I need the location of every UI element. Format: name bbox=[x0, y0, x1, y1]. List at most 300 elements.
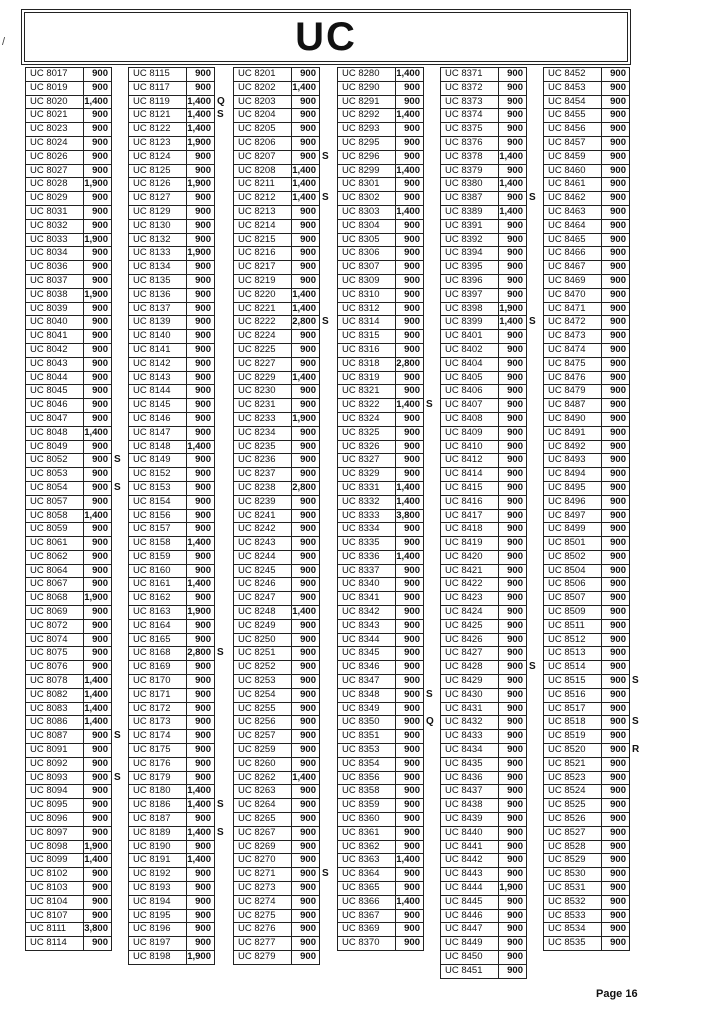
item-price: 900 bbox=[498, 895, 527, 910]
item-price: 900 bbox=[83, 343, 112, 358]
item-price: 900 bbox=[83, 357, 112, 372]
item-price: 900 bbox=[395, 688, 424, 703]
item-price: 900 bbox=[395, 826, 424, 841]
item-code: UC 8433 bbox=[440, 729, 499, 744]
item-code: UC 8176 bbox=[128, 757, 187, 772]
item-price: 900 bbox=[291, 246, 320, 261]
item-code: UC 8358 bbox=[337, 784, 396, 799]
item-price: 900 bbox=[291, 343, 320, 358]
item-code: UC 8452 bbox=[543, 67, 602, 82]
item-price: 900 bbox=[395, 81, 424, 96]
item-code: UC 8371 bbox=[440, 67, 499, 82]
item-flag: R bbox=[632, 744, 640, 756]
item-price: 3,800 bbox=[83, 922, 112, 937]
item-price: 900 bbox=[83, 867, 112, 882]
item-price: 900 bbox=[291, 619, 320, 634]
item-price: 900 bbox=[186, 743, 215, 758]
item-price: 1,400 bbox=[186, 798, 215, 813]
item-price: 900 bbox=[186, 660, 215, 675]
item-code: UC 8532 bbox=[543, 895, 602, 910]
item-code: UC 8238 bbox=[233, 481, 292, 496]
item-code: UC 8492 bbox=[543, 440, 602, 455]
item-price: 900 bbox=[395, 453, 424, 468]
item-code: UC 8074 bbox=[25, 633, 84, 648]
item-code: UC 8170 bbox=[128, 674, 187, 689]
item-price: 900 bbox=[186, 591, 215, 606]
item-code: UC 8215 bbox=[233, 233, 292, 248]
item-price: 900 bbox=[83, 205, 112, 220]
item-price: 900 bbox=[186, 67, 215, 82]
item-price: 900 bbox=[395, 812, 424, 827]
item-code: UC 8509 bbox=[543, 605, 602, 620]
item-code: UC 8442 bbox=[440, 853, 499, 868]
item-price: 900 bbox=[186, 564, 215, 579]
item-code: UC 8254 bbox=[233, 688, 292, 703]
item-price: 900 bbox=[395, 260, 424, 275]
item-code: UC 8363 bbox=[337, 853, 396, 868]
item-code: UC 8130 bbox=[128, 219, 187, 234]
item-price: 900 bbox=[498, 715, 527, 730]
item-price: 900 bbox=[498, 274, 527, 289]
item-code: UC 8513 bbox=[543, 646, 602, 661]
item-price: 900 bbox=[291, 398, 320, 413]
item-code: UC 8087 bbox=[25, 729, 84, 744]
item-price: 900 bbox=[395, 95, 424, 110]
item-code: UC 8028 bbox=[25, 177, 84, 192]
item-code: UC 8031 bbox=[25, 205, 84, 220]
item-price: 900 bbox=[498, 867, 527, 882]
item-price: 900 bbox=[291, 453, 320, 468]
item-price: 900 bbox=[395, 122, 424, 137]
item-code: UC 8325 bbox=[337, 426, 396, 441]
item-price: 900 bbox=[395, 274, 424, 289]
item-code: UC 8499 bbox=[543, 522, 602, 537]
item-price: 900 bbox=[291, 674, 320, 689]
item-code: UC 8378 bbox=[440, 150, 499, 165]
item-code: UC 8114 bbox=[25, 936, 84, 951]
item-price: 900 bbox=[601, 743, 630, 758]
item-code: UC 8245 bbox=[233, 564, 292, 579]
item-code: UC 8451 bbox=[440, 964, 499, 979]
item-price: 1,400 bbox=[83, 95, 112, 110]
item-price: 1,400 bbox=[395, 67, 424, 82]
item-price: 900 bbox=[83, 302, 112, 317]
item-code: UC 8029 bbox=[25, 191, 84, 206]
item-price: 900 bbox=[83, 812, 112, 827]
item-code: UC 8253 bbox=[233, 674, 292, 689]
item-price: 900 bbox=[498, 81, 527, 96]
item-code: UC 8142 bbox=[128, 357, 187, 372]
item-price: 900 bbox=[498, 743, 527, 758]
item-price: 900 bbox=[601, 536, 630, 551]
item-code: UC 8366 bbox=[337, 895, 396, 910]
item-price: 900 bbox=[395, 633, 424, 648]
item-price: 900 bbox=[601, 867, 630, 882]
item-price: 1,900 bbox=[186, 177, 215, 192]
item-code: UC 8068 bbox=[25, 591, 84, 606]
item-price: 900 bbox=[601, 922, 630, 937]
item-price: 900 bbox=[395, 798, 424, 813]
item-price: 900 bbox=[498, 246, 527, 261]
item-code: UC 8205 bbox=[233, 122, 292, 137]
item-price: 1,400 bbox=[83, 674, 112, 689]
item-code: UC 8426 bbox=[440, 633, 499, 648]
item-code: UC 8091 bbox=[25, 743, 84, 758]
item-code: UC 8222 bbox=[233, 315, 292, 330]
item-price: 900 bbox=[83, 881, 112, 896]
item-code: UC 8235 bbox=[233, 440, 292, 455]
item-code: UC 8408 bbox=[440, 412, 499, 427]
item-price: 900 bbox=[601, 577, 630, 592]
item-code: UC 8102 bbox=[25, 867, 84, 882]
item-price: 1,400 bbox=[83, 688, 112, 703]
item-price: 1,900 bbox=[83, 177, 112, 192]
item-price: 1,900 bbox=[186, 246, 215, 261]
item-price: 900 bbox=[601, 426, 630, 441]
item-price: 900 bbox=[83, 67, 112, 82]
item-price: 900 bbox=[83, 605, 112, 620]
item-code: UC 8347 bbox=[337, 674, 396, 689]
item-price: 900 bbox=[291, 67, 320, 82]
item-price: 900 bbox=[601, 371, 630, 386]
item-price: 1,400 bbox=[186, 577, 215, 592]
item-code: UC 8332 bbox=[337, 495, 396, 510]
item-flag: S bbox=[114, 454, 121, 466]
item-code: UC 8494 bbox=[543, 467, 602, 482]
item-code: UC 8528 bbox=[543, 840, 602, 855]
item-code: UC 8424 bbox=[440, 605, 499, 620]
item-code: UC 8236 bbox=[233, 453, 292, 468]
item-code: UC 8511 bbox=[543, 619, 602, 634]
item-code: UC 8257 bbox=[233, 729, 292, 744]
item-price: 900 bbox=[291, 274, 320, 289]
item-code: UC 8098 bbox=[25, 840, 84, 855]
item-price: 900 bbox=[186, 812, 215, 827]
item-price: 900 bbox=[186, 219, 215, 234]
item-price: 1,400 bbox=[83, 702, 112, 717]
item-price: 900 bbox=[291, 150, 320, 165]
item-price: 900 bbox=[498, 343, 527, 358]
item-price: 900 bbox=[601, 412, 630, 427]
item-price: 900 bbox=[498, 564, 527, 579]
item-price: 900 bbox=[291, 591, 320, 606]
item-code: UC 8379 bbox=[440, 164, 499, 179]
item-price: 900 bbox=[498, 481, 527, 496]
item-price: 900 bbox=[498, 260, 527, 275]
item-price: 900 bbox=[186, 757, 215, 772]
item-price: 900 bbox=[498, 784, 527, 799]
item-price: 900 bbox=[186, 453, 215, 468]
item-price: 900 bbox=[186, 729, 215, 744]
item-flag: S bbox=[114, 730, 121, 742]
item-code: UC 8425 bbox=[440, 619, 499, 634]
item-code: UC 8168 bbox=[128, 646, 187, 661]
item-price: 900 bbox=[291, 426, 320, 441]
item-price: 900 bbox=[498, 771, 527, 786]
item-price: 900 bbox=[498, 329, 527, 344]
item-price: 900 bbox=[186, 895, 215, 910]
item-price: 900 bbox=[395, 522, 424, 537]
item-code: UC 8134 bbox=[128, 260, 187, 275]
item-price: 900 bbox=[601, 895, 630, 910]
item-price: 900 bbox=[601, 771, 630, 786]
item-code: UC 8435 bbox=[440, 757, 499, 772]
item-code: UC 8533 bbox=[543, 909, 602, 924]
item-code: UC 8165 bbox=[128, 633, 187, 648]
item-price: 900 bbox=[186, 164, 215, 179]
item-code: UC 8319 bbox=[337, 371, 396, 386]
item-price: 900 bbox=[601, 646, 630, 661]
item-code: UC 8438 bbox=[440, 798, 499, 813]
item-price: 900 bbox=[601, 219, 630, 234]
item-price: 900 bbox=[498, 936, 527, 951]
item-price: 900 bbox=[291, 260, 320, 275]
item-code: UC 8439 bbox=[440, 812, 499, 827]
item-price: 900 bbox=[601, 67, 630, 82]
item-code: UC 8303 bbox=[337, 205, 396, 220]
item-code: UC 8519 bbox=[543, 729, 602, 744]
item-price: 900 bbox=[186, 412, 215, 427]
item-price: 900 bbox=[395, 922, 424, 937]
item-price: 900 bbox=[291, 205, 320, 220]
item-code: UC 8032 bbox=[25, 219, 84, 234]
item-code: UC 8255 bbox=[233, 702, 292, 717]
item-code: UC 8156 bbox=[128, 509, 187, 524]
item-price: 900 bbox=[186, 384, 215, 399]
item-code: UC 8191 bbox=[128, 853, 187, 868]
item-price: 900 bbox=[291, 853, 320, 868]
item-code: UC 8083 bbox=[25, 702, 84, 717]
item-price: 1,400 bbox=[395, 205, 424, 220]
item-price: 1,400 bbox=[498, 150, 527, 165]
item-flag: S bbox=[114, 771, 121, 783]
item-code: UC 8290 bbox=[337, 81, 396, 96]
item-code: UC 8406 bbox=[440, 384, 499, 399]
item-price: 1,400 bbox=[291, 191, 320, 206]
item-price: 900 bbox=[186, 909, 215, 924]
item-code: UC 8373 bbox=[440, 95, 499, 110]
item-code: UC 8337 bbox=[337, 564, 396, 579]
item-code: UC 8392 bbox=[440, 233, 499, 248]
item-price: 900 bbox=[291, 219, 320, 234]
item-price: 900 bbox=[291, 357, 320, 372]
item-code: UC 8263 bbox=[233, 784, 292, 799]
item-price: 900 bbox=[83, 453, 112, 468]
item-price: 900 bbox=[83, 936, 112, 951]
item-code: UC 8019 bbox=[25, 81, 84, 96]
item-price: 900 bbox=[186, 150, 215, 165]
item-price: 900 bbox=[291, 95, 320, 110]
item-code: UC 8441 bbox=[440, 840, 499, 855]
item-code: UC 8473 bbox=[543, 329, 602, 344]
item-price: 900 bbox=[83, 798, 112, 813]
item-code: UC 8152 bbox=[128, 467, 187, 482]
item-code: UC 8474 bbox=[543, 343, 602, 358]
item-code: UC 8075 bbox=[25, 646, 84, 661]
item-price: 900 bbox=[601, 164, 630, 179]
item-price: 900 bbox=[291, 909, 320, 924]
item-price: 900 bbox=[395, 288, 424, 303]
item-code: UC 8367 bbox=[337, 909, 396, 924]
item-code: UC 8309 bbox=[337, 274, 396, 289]
item-code: UC 8203 bbox=[233, 95, 292, 110]
item-code: UC 8140 bbox=[128, 329, 187, 344]
item-code: UC 8356 bbox=[337, 771, 396, 786]
item-code: UC 8491 bbox=[543, 426, 602, 441]
item-code: UC 8345 bbox=[337, 646, 396, 661]
item-price: 1,400 bbox=[186, 108, 215, 123]
item-code: UC 8370 bbox=[337, 936, 396, 951]
item-price: 900 bbox=[498, 357, 527, 372]
item-price: 900 bbox=[395, 881, 424, 896]
item-code: UC 8135 bbox=[128, 274, 187, 289]
item-code: UC 8123 bbox=[128, 136, 187, 151]
item-code: UC 8372 bbox=[440, 81, 499, 96]
item-code: UC 8495 bbox=[543, 481, 602, 496]
item-code: UC 8360 bbox=[337, 812, 396, 827]
item-price: 900 bbox=[186, 302, 215, 317]
item-price: 900 bbox=[498, 688, 527, 703]
item-code: UC 8243 bbox=[233, 536, 292, 551]
item-code: UC 8419 bbox=[440, 536, 499, 551]
item-price: 900 bbox=[395, 467, 424, 482]
item-price: 900 bbox=[395, 619, 424, 634]
item-price: 900 bbox=[83, 274, 112, 289]
item-code: UC 8173 bbox=[128, 715, 187, 730]
item-code: UC 8157 bbox=[128, 522, 187, 537]
item-code: UC 8172 bbox=[128, 702, 187, 717]
item-code: UC 8472 bbox=[543, 315, 602, 330]
item-code: UC 8059 bbox=[25, 522, 84, 537]
item-code: UC 8270 bbox=[233, 853, 292, 868]
item-price: 900 bbox=[395, 729, 424, 744]
item-code: UC 8269 bbox=[233, 840, 292, 855]
item-code: UC 8416 bbox=[440, 495, 499, 510]
item-price: 900 bbox=[291, 936, 320, 951]
item-code: UC 8348 bbox=[337, 688, 396, 703]
item-price: 900 bbox=[601, 784, 630, 799]
item-code: UC 8043 bbox=[25, 357, 84, 372]
item-price: 900 bbox=[186, 343, 215, 358]
item-code: UC 8432 bbox=[440, 715, 499, 730]
item-price: 900 bbox=[601, 122, 630, 137]
item-price: 900 bbox=[83, 564, 112, 579]
item-price: 900 bbox=[601, 564, 630, 579]
item-price: 900 bbox=[601, 840, 630, 855]
item-price: 1,400 bbox=[83, 853, 112, 868]
item-price: 900 bbox=[186, 674, 215, 689]
item-flag: S bbox=[632, 675, 639, 687]
item-price: 900 bbox=[601, 729, 630, 744]
item-price: 900 bbox=[83, 440, 112, 455]
item-price: 900 bbox=[291, 840, 320, 855]
item-code: UC 8401 bbox=[440, 329, 499, 344]
item-code: UC 8241 bbox=[233, 509, 292, 524]
item-code: UC 8463 bbox=[543, 205, 602, 220]
item-code: UC 8219 bbox=[233, 274, 292, 289]
item-price: 900 bbox=[291, 495, 320, 510]
item-price: 900 bbox=[83, 150, 112, 165]
item-price: 900 bbox=[498, 108, 527, 123]
item-code: UC 8341 bbox=[337, 591, 396, 606]
item-price: 900 bbox=[498, 798, 527, 813]
item-code: UC 8274 bbox=[233, 895, 292, 910]
item-price: 900 bbox=[498, 853, 527, 868]
item-price: 900 bbox=[186, 288, 215, 303]
item-code: UC 8434 bbox=[440, 743, 499, 758]
item-code: UC 8095 bbox=[25, 798, 84, 813]
item-price: 900 bbox=[601, 260, 630, 275]
item-price: 900 bbox=[601, 357, 630, 372]
item-price: 900 bbox=[186, 495, 215, 510]
item-code: UC 8291 bbox=[337, 95, 396, 110]
item-price: 900 bbox=[498, 550, 527, 565]
item-code: UC 8033 bbox=[25, 233, 84, 248]
item-code: UC 8264 bbox=[233, 798, 292, 813]
item-code: UC 8143 bbox=[128, 371, 187, 386]
item-price: 900 bbox=[291, 826, 320, 841]
item-price: 1,400 bbox=[186, 784, 215, 799]
item-price: 900 bbox=[498, 660, 527, 675]
item-price: 900 bbox=[186, 274, 215, 289]
item-code: UC 8527 bbox=[543, 826, 602, 841]
item-price: 900 bbox=[395, 936, 424, 951]
item-code: UC 8139 bbox=[128, 315, 187, 330]
item-code: UC 8436 bbox=[440, 771, 499, 786]
item-price: 900 bbox=[498, 384, 527, 399]
item-code: UC 8501 bbox=[543, 536, 602, 551]
item-code: UC 8192 bbox=[128, 867, 187, 882]
item-code: UC 8057 bbox=[25, 495, 84, 510]
item-code: UC 8380 bbox=[440, 177, 499, 192]
item-price: 900 bbox=[601, 605, 630, 620]
item-price: 900 bbox=[83, 771, 112, 786]
item-code: UC 8040 bbox=[25, 315, 84, 330]
item-price: 900 bbox=[498, 509, 527, 524]
item-price: 1,400 bbox=[395, 853, 424, 868]
item-price: 900 bbox=[186, 922, 215, 937]
item-price: 900 bbox=[601, 136, 630, 151]
item-price: 900 bbox=[291, 895, 320, 910]
item-code: UC 8251 bbox=[233, 646, 292, 661]
item-price: 1,400 bbox=[395, 164, 424, 179]
item-price: 900 bbox=[601, 95, 630, 110]
item-code: UC 8145 bbox=[128, 398, 187, 413]
item-price: 900 bbox=[395, 743, 424, 758]
item-flag: Q bbox=[426, 716, 434, 728]
item-flag: S bbox=[529, 661, 536, 673]
item-price: 900 bbox=[291, 467, 320, 482]
item-code: UC 8423 bbox=[440, 591, 499, 606]
item-price: 1,400 bbox=[291, 371, 320, 386]
item-price: 1,900 bbox=[186, 950, 215, 965]
item-code: UC 8099 bbox=[25, 853, 84, 868]
item-code: UC 8329 bbox=[337, 467, 396, 482]
item-price: 1,900 bbox=[498, 881, 527, 896]
item-price: 2,800 bbox=[186, 646, 215, 661]
item-price: 900 bbox=[83, 398, 112, 413]
item-price: 900 bbox=[83, 536, 112, 551]
item-code: UC 8072 bbox=[25, 619, 84, 634]
item-code: UC 8470 bbox=[543, 288, 602, 303]
item-price: 900 bbox=[395, 384, 424, 399]
item-price: 900 bbox=[601, 343, 630, 358]
item-price: 2,800 bbox=[291, 315, 320, 330]
item-price: 900 bbox=[498, 522, 527, 537]
item-code: UC 8047 bbox=[25, 412, 84, 427]
item-code: UC 8122 bbox=[128, 122, 187, 137]
item-price: 900 bbox=[186, 840, 215, 855]
